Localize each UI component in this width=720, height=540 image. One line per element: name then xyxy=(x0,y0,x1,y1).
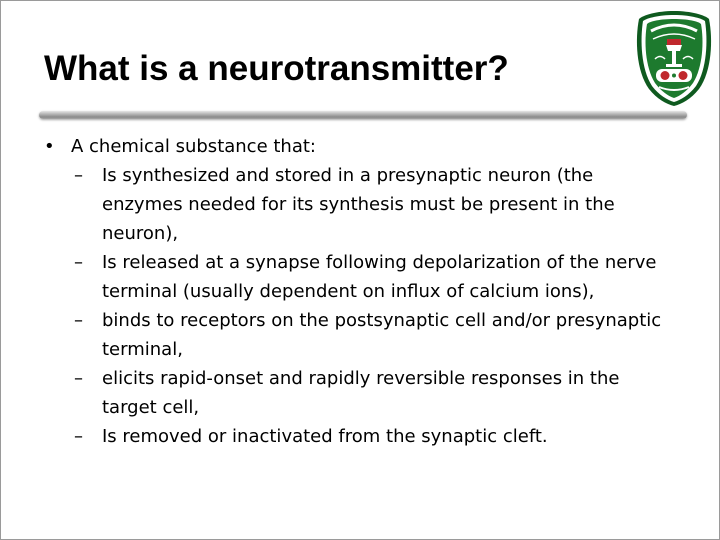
bullet-item xyxy=(41,132,681,161)
bullet-text: A chemical substance that: xyxy=(71,136,316,157)
sub-bullet-text: Is removed or inactivated from the synaptic cleft. xyxy=(102,426,548,447)
sub-bullet-item xyxy=(41,248,679,306)
sub-bullet-item xyxy=(41,422,679,451)
sub-bullet-item xyxy=(41,306,679,364)
bullet-marker: • xyxy=(44,136,55,157)
dash-marker: – xyxy=(74,252,83,273)
sub-bullet-text: Is synthesized and stored in a presynaptic neuron (the enzymes needed for its synthesis must be present in the neuron), xyxy=(102,165,615,244)
sub-bullet-item xyxy=(41,161,679,248)
sub-bullet-text: Is released at a synapse following depolarization of the nerve terminal (usually dependent on influx of calcium ions), xyxy=(102,252,657,302)
sub-bullet-list xyxy=(41,161,681,451)
sub-bullet-text: elicits rapid-onset and rapidly reversible responses in the target cell, xyxy=(102,368,620,418)
university-seal-icon xyxy=(633,9,715,107)
dash-marker: – xyxy=(74,165,83,186)
slide-title: What is a neurotransmitter? xyxy=(44,49,509,88)
dash-marker: – xyxy=(74,310,83,331)
sub-bullet-item xyxy=(41,364,679,422)
dash-marker: – xyxy=(74,426,83,447)
sub-bullet-text: binds to receptors on the postsynaptic cell and/or presynaptic terminal, xyxy=(102,310,662,360)
dash-marker: – xyxy=(74,368,83,389)
title-divider xyxy=(39,111,687,119)
slide-body xyxy=(41,132,681,451)
